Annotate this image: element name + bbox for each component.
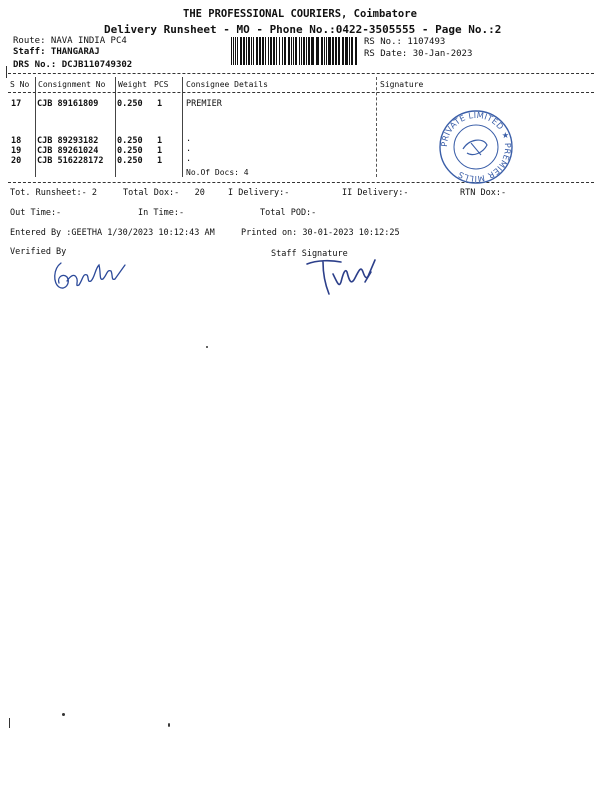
row-consignment: CJB 89161809: [37, 99, 99, 109]
route-label: Route: NAVA INDIA PC4: [13, 36, 127, 46]
ii-delivery: II Delivery:-: [342, 188, 409, 198]
total-pod: Total POD:-: [260, 208, 317, 218]
staff-signature-label: Staff Signature: [271, 249, 348, 259]
verifier-signature: [47, 253, 137, 297]
scan-speck: [9, 718, 10, 728]
barcode: [231, 37, 357, 65]
column-divider: [115, 77, 116, 177]
row-pcs: 1: [157, 156, 163, 166]
entered-by: Entered By :GEETHA 1/30/2023 10:12:43 AM: [10, 228, 215, 238]
header-weight: Weight: [118, 80, 147, 89]
row-sno: 18: [11, 136, 22, 146]
row-weight: 0.250: [117, 156, 143, 166]
row-weight: 0.250: [117, 146, 143, 156]
row-weight: 0.250: [117, 99, 143, 109]
scan-speck: [206, 346, 208, 348]
drs-number: DRS No.: DCJB110749302: [13, 60, 133, 70]
row-sno: 17: [11, 99, 22, 109]
tot-runsheet: Tot. Runsheet:- 2: [10, 188, 97, 198]
company-name: THE PROFESSIONAL COURIERS, Coimbatore: [183, 8, 417, 20]
document-title: Delivery Runsheet - MO - Phone No.:0422-3505555 - Page No.:2: [104, 23, 502, 36]
header-consignment: Consignment No: [38, 80, 106, 89]
i-delivery: I Delivery:-: [228, 188, 290, 198]
verified-by-label: Verified By: [10, 247, 67, 257]
row-consignee: .: [186, 134, 192, 144]
no-of-docs: No.Of Docs: 4: [186, 168, 249, 177]
header-signature: Signature: [380, 80, 424, 89]
in-time: In Time:-: [138, 208, 185, 218]
printed-on: Printed on: 30-01-2023 10:12:25: [241, 228, 400, 238]
rs-date: RS Date: 30-Jan-2023: [364, 49, 473, 59]
out-time: Out Time:-: [10, 208, 62, 218]
header-sno: S No: [10, 80, 30, 89]
scan-speck: [6, 66, 7, 78]
table-top-rule: [8, 73, 594, 74]
column-divider: [376, 77, 377, 177]
row-consignment: CJB 89261024: [37, 146, 99, 156]
row-pcs: 1: [157, 136, 163, 146]
scan-speck: [62, 713, 65, 716]
rtn-dox: RTN Dox:-: [460, 188, 507, 198]
row-consignee: PREMIER: [186, 99, 222, 109]
scan-speck: [168, 723, 170, 727]
row-sno: 19: [11, 146, 22, 156]
company-seal-stamp: [437, 109, 515, 185]
staff-label: Staff: THANGARAJ: [13, 47, 100, 57]
header-pcs: PCS: [154, 80, 169, 89]
row-consignee: .: [186, 144, 192, 154]
column-divider: [35, 77, 36, 177]
table-header-rule: [8, 92, 594, 93]
row-weight: 0.250: [117, 136, 143, 146]
row-consignee: .: [186, 154, 192, 164]
column-divider: [182, 77, 183, 177]
row-consignment: CJB 89293182: [37, 136, 99, 146]
row-consignment: CJB 516228172: [37, 156, 104, 166]
staff-signature: [303, 252, 383, 298]
row-pcs: 1: [157, 146, 163, 156]
total-dox: Total Dox:- 20: [123, 188, 205, 198]
row-sno: 20: [11, 156, 22, 166]
rs-number: RS No.: 1107493: [364, 37, 446, 47]
row-pcs: 1: [157, 99, 163, 109]
header-consignee: Consignee Details: [186, 80, 268, 89]
svg-text:PRIVATE LIMITED ★ PREMIER MILL: PRIVATE LIMITED ★ PREMIER MILLS: [438, 109, 514, 185]
